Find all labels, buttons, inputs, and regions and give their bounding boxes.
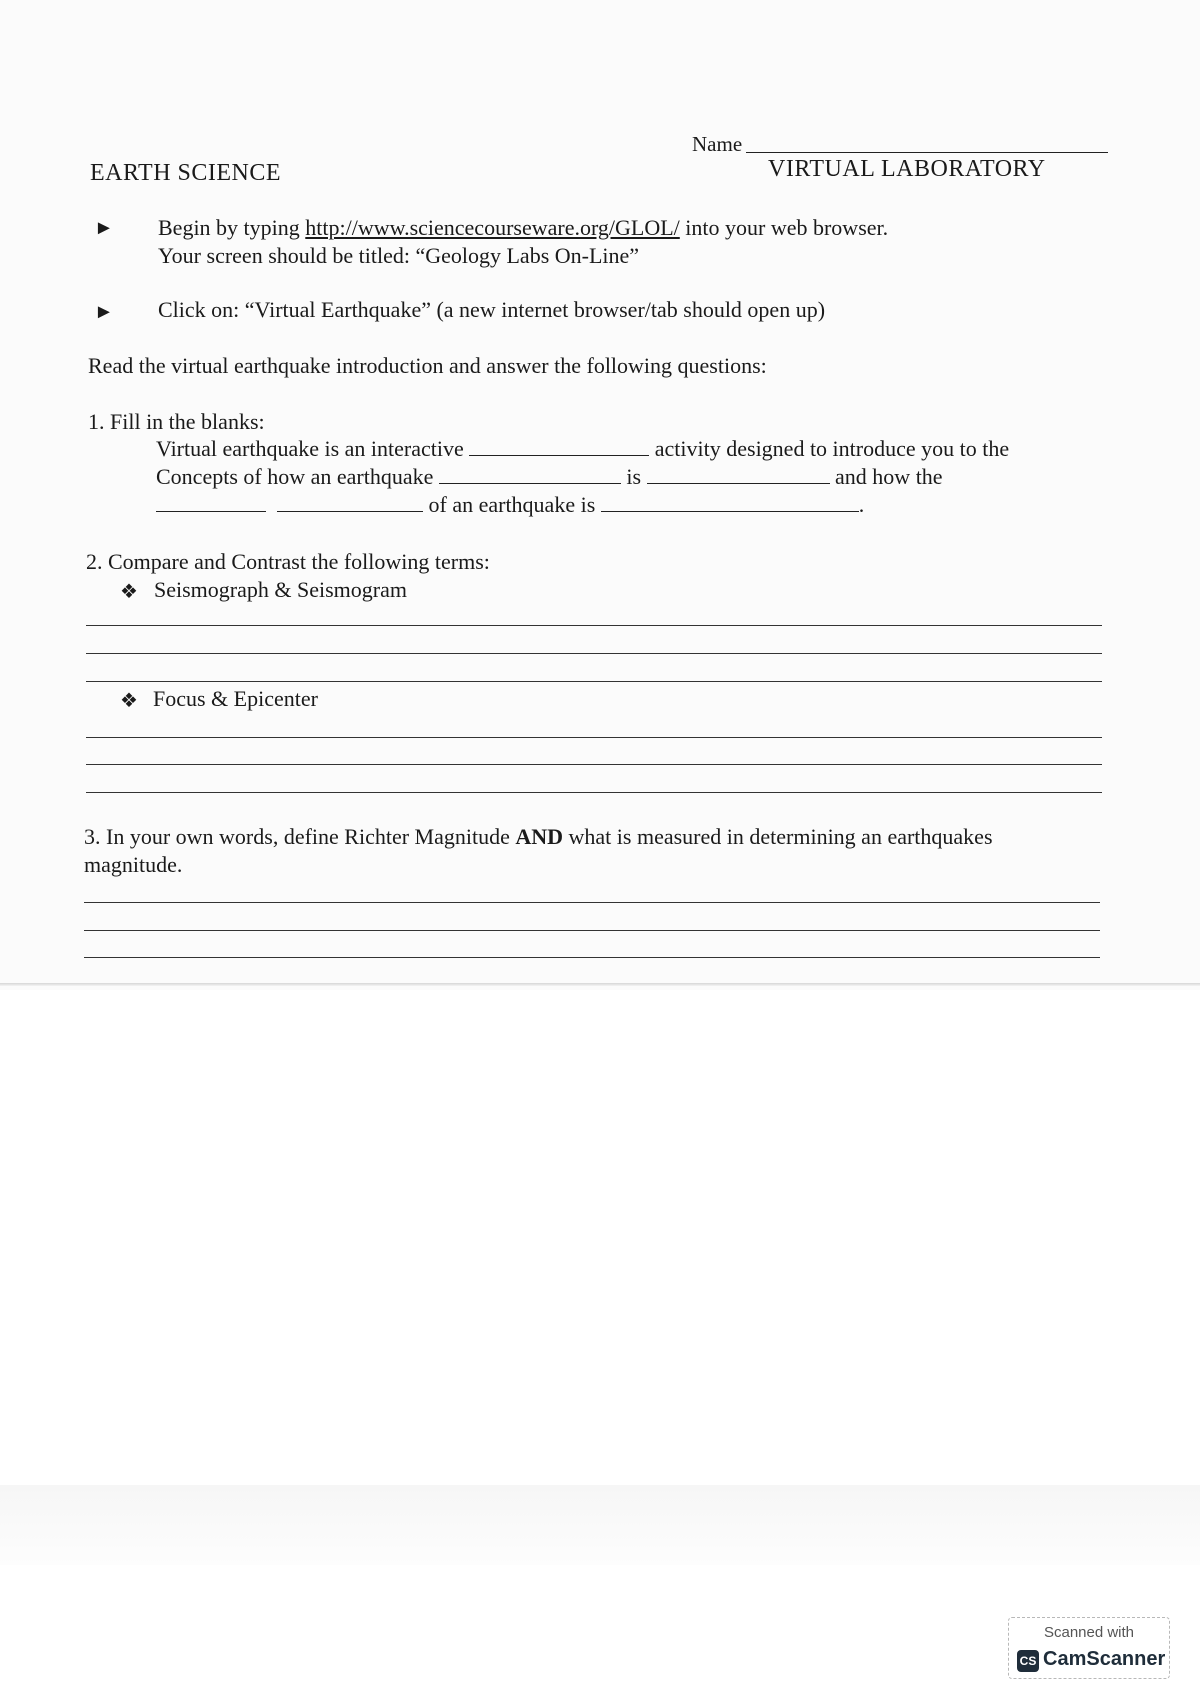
answer-line[interactable] [86,625,1102,626]
step-1 [158,215,888,241]
camscanner-logo-icon: CS [1017,1650,1039,1672]
page-fold-edge [0,983,1200,986]
blank-determination[interactable] [601,493,859,512]
step-1-suffix: into your web browser. [679,215,889,240]
name-label: Name [692,132,743,156]
answer-line[interactable] [86,681,1102,682]
step-1-prefix: Begin by typing [158,215,306,240]
course-title: EARTH SCIENCE [90,160,282,186]
blank-earthquake-measured[interactable] [647,465,830,484]
question-2-heading: 2. Compare and Contrast the following terms: [86,549,490,574]
question-1-heading: 1. Fill in the blanks: [88,409,265,434]
course-url-link[interactable]: http://www.sciencecourseware.org/GLOL/ [305,215,680,240]
blank-term-word-2[interactable] [277,493,423,512]
diamond-bullet-icon: ❖ [120,690,138,712]
answer-line[interactable] [86,653,1102,654]
question-1-line-2: Concepts of how an earthquake is and how the [156,464,943,489]
scan-shadow-band [0,1485,1200,1565]
term-pair-2: Focus & Epicenter [153,686,318,711]
lab-title: VIRTUAL LABORATORY [768,156,1046,182]
answer-line[interactable] [84,902,1100,903]
question-3-text: 3. In your own words, define Richter Magnitude AND what is measured in determining an earthquakes [84,824,993,849]
answer-line[interactable] [84,957,1100,958]
arrow-bullet-icon: ► [94,217,114,239]
camscanner-watermark [1008,1617,1170,1679]
name-blank [746,152,1108,153]
answer-line[interactable] [86,792,1102,793]
answer-line[interactable] [86,764,1102,765]
watermark-caption: Scanned with [1043,1624,1135,1641]
question-1-line-1: Virtual earthquake is an interactive activity designed to introduce you to the [156,436,1010,461]
blank-activity-type[interactable] [469,437,649,456]
watermark-brand: CamScanner [1043,1648,1166,1670]
answer-line[interactable] [84,930,1100,931]
question-1-line-3: of an earthquake is . [156,492,864,518]
question-3-line-2: magnitude. [84,852,183,877]
intro-text: Read the virtual earthquake introduction and answer the following questions: [88,353,767,378]
answer-line[interactable] [86,737,1102,738]
step-2: Click on: “Virtual Earthquake” (a new internet browser/tab should open up) [158,297,826,322]
step-1-line-2: Your screen should be titled: “Geology Labs On-Line” [158,243,640,268]
blank-term-word-1[interactable] [156,493,266,512]
diamond-bullet-icon: ❖ [120,581,138,603]
blank-earthquake-process[interactable] [439,465,621,484]
term-pair-1: Seismograph & Seismogram [154,577,407,602]
arrow-bullet-icon: ► [94,301,114,323]
